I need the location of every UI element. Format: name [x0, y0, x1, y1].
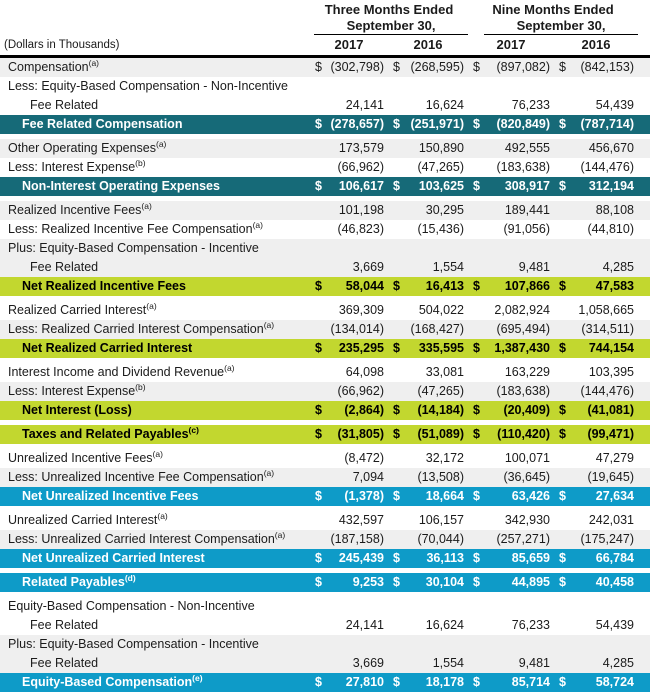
value-cell: 33,081	[425, 365, 464, 379]
value-cell: 4,285	[602, 656, 634, 670]
table-row	[0, 597, 650, 616]
period-group-subtitle-three-months: September 30,	[314, 18, 468, 35]
value-cell: 369,309	[338, 303, 384, 317]
value-cell: 76,233	[511, 98, 550, 112]
value-cell: (36,645)	[503, 470, 550, 484]
row-label: Related Payables$^{(d)}$	[22, 572, 136, 589]
table-row	[0, 468, 650, 487]
row-label: Fee Related	[30, 260, 99, 274]
dollar-sign-cell: $	[473, 279, 480, 293]
row-label: Plus: Equity-Based Compensation - Incentive	[8, 637, 259, 651]
footnote-reference: (a)	[141, 200, 152, 211]
row-label: Compensation$^{(a)}$	[8, 57, 99, 74]
table-row	[0, 220, 650, 239]
value-cell: 24,141	[345, 98, 384, 112]
row-label: Realized Incentive Fees$^{(a)}$	[8, 200, 152, 217]
row-label: Less: Realized Incentive Fee Compensation$^{(a)}$	[8, 219, 263, 236]
table-row	[0, 77, 650, 96]
dollar-sign-cell: $	[559, 675, 566, 689]
total-row	[0, 177, 650, 196]
value-cell: 2,082,924	[494, 303, 550, 317]
value-cell: (15,436)	[417, 222, 464, 236]
value-cell: 189,441	[504, 203, 550, 217]
row-label: Less: Unrealized Incentive Fee Compensation$^{(a)}$	[8, 467, 275, 484]
year-column-header: 2017	[496, 37, 526, 52]
value-cell: (820,849)	[496, 117, 550, 131]
total-row	[0, 673, 650, 692]
footnote-reference: (b)	[135, 157, 146, 168]
value-cell: 64,098	[345, 365, 384, 379]
value-cell: 58,724	[595, 675, 634, 689]
table-row	[0, 320, 650, 339]
row-label: Fee Related	[30, 98, 99, 112]
footnote-reference: (e)	[192, 672, 203, 683]
value-cell: 432,597	[338, 513, 384, 527]
dollar-sign-cell: $	[315, 60, 322, 74]
value-cell: (314,511)	[581, 322, 634, 336]
value-cell: 242,031	[588, 513, 634, 527]
dollar-sign-cell: $	[393, 117, 400, 131]
value-cell: 1,554	[432, 656, 464, 670]
row-label: Net Realized Incentive Fees	[22, 279, 186, 293]
row-label: Interest Income and Dividend Revenue$^{(a)}$	[8, 362, 235, 379]
value-cell: 66,784	[595, 551, 634, 565]
row-label: Less: Unrealized Carried Interest Compensation$^{(a)}$	[8, 529, 286, 546]
value-cell: 16,624	[425, 98, 464, 112]
total-row	[0, 487, 650, 506]
row-label: Fee Related Compensation	[22, 117, 183, 131]
dollar-sign-cell: $	[473, 341, 480, 355]
value-cell: 163,229	[504, 365, 550, 379]
dollars-in-thousands-label: (Dollars in Thousands)	[4, 39, 120, 51]
value-cell: 456,670	[588, 141, 634, 155]
footnote-reference: (a)	[224, 362, 235, 373]
value-cell: 30,295	[425, 203, 464, 217]
table-row	[0, 139, 650, 158]
row-label: Taxes and Related Payables$^{(c)}$	[22, 424, 199, 441]
footnote-reference: (c)	[188, 424, 199, 435]
table-row	[0, 239, 650, 258]
value-cell: 100,071	[504, 451, 550, 465]
dollar-sign-cell: $	[559, 575, 566, 589]
value-cell: (1,378)	[344, 489, 384, 503]
value-cell: (41,081)	[587, 403, 634, 417]
value-cell: (168,427)	[410, 322, 464, 336]
value-cell: (110,420)	[497, 427, 550, 441]
dollar-sign-cell: $	[473, 60, 480, 74]
dollar-sign-cell: $	[393, 575, 400, 589]
value-cell: 1,554	[432, 260, 464, 274]
value-cell: 150,890	[418, 141, 464, 155]
footnote-reference: (d)	[124, 572, 136, 583]
value-cell: 88,108	[595, 203, 634, 217]
footnote-reference: (a)	[157, 510, 168, 521]
value-cell: 36,113	[426, 551, 464, 565]
value-cell: 40,458	[595, 575, 634, 589]
value-cell: (268,595)	[410, 60, 464, 74]
value-cell: (19,645)	[587, 470, 634, 484]
value-cell: 47,583	[595, 279, 634, 293]
table-row	[0, 616, 650, 635]
value-cell: 106,617	[338, 179, 384, 193]
value-cell: 107,866	[504, 279, 550, 293]
dollar-sign-cell: $	[393, 179, 400, 193]
value-cell: 103,625	[418, 179, 464, 193]
value-cell: 30,104	[425, 575, 464, 589]
dollar-sign-cell: $	[315, 489, 322, 503]
value-cell: 101,198	[338, 203, 384, 217]
dollar-sign-cell: $	[393, 551, 400, 565]
dollar-sign-cell: $	[559, 117, 566, 131]
dollar-sign-cell: $	[315, 403, 322, 417]
value-cell: (91,056)	[503, 222, 550, 236]
value-cell: (47,265)	[417, 160, 464, 174]
value-cell: 18,178	[425, 675, 464, 689]
row-label: Equity-Based Compensation$^{(e)}$	[22, 672, 203, 689]
value-cell: 308,917	[504, 179, 550, 193]
row-label: Less: Realized Carried Interest Compensation$^{(a)}$	[8, 319, 275, 336]
dollar-sign-cell: $	[393, 427, 400, 441]
dollar-sign-cell: $	[315, 279, 322, 293]
dollar-sign-cell: $	[393, 60, 400, 74]
value-cell: 106,157	[418, 513, 464, 527]
value-cell: (144,476)	[580, 384, 634, 398]
value-cell: (13,508)	[417, 470, 464, 484]
dollar-sign-cell: $	[315, 575, 322, 589]
total-row	[0, 573, 650, 592]
dollar-sign-cell: $	[473, 179, 480, 193]
total-row	[0, 115, 650, 134]
value-cell: 32,172	[425, 451, 464, 465]
dollar-sign-cell: $	[393, 675, 400, 689]
dollar-sign-cell: $	[559, 341, 566, 355]
value-cell: (302,798)	[330, 60, 384, 74]
dollar-sign-cell: $	[473, 575, 480, 589]
dollar-sign-cell: $	[315, 427, 322, 441]
table-body	[0, 58, 650, 692]
year-column-header: 2016	[413, 37, 443, 52]
value-cell: 24,141	[345, 618, 384, 632]
value-cell: (187,158)	[330, 532, 384, 546]
dollar-sign-cell: $	[393, 403, 400, 417]
row-label: Fee Related	[30, 618, 99, 632]
footnote-reference: (a)	[146, 300, 157, 311]
value-cell: 312,194	[588, 179, 634, 193]
row-label: Less: Interest Expense$^{(b)}$	[8, 157, 146, 174]
value-cell: (2,864)	[344, 403, 384, 417]
value-cell: (134,014)	[330, 322, 384, 336]
value-cell: (183,638)	[496, 160, 550, 174]
dollar-sign-cell: $	[393, 341, 400, 355]
value-cell: 342,930	[504, 513, 550, 527]
table-row	[0, 258, 650, 277]
value-cell: 235,295	[338, 341, 384, 355]
value-cell: (70,044)	[417, 532, 464, 546]
dollar-sign-cell: $	[473, 117, 480, 131]
period-group-title-nine-months: Nine Months Ended	[492, 2, 614, 17]
value-cell: (14,184)	[417, 403, 464, 417]
row-label: Less: Interest Expense$^{(b)}$	[8, 381, 146, 398]
table-row	[0, 363, 650, 382]
footnote-reference: (b)	[135, 381, 146, 392]
value-cell: 54,439	[595, 618, 634, 632]
value-cell: 3,669	[352, 260, 384, 274]
row-label: Net Interest (Loss)	[22, 403, 132, 417]
row-label: Net Unrealized Carried Interest	[22, 551, 205, 565]
dollar-sign-cell: $	[559, 403, 566, 417]
table-row	[0, 96, 650, 115]
table-row	[0, 301, 650, 320]
value-cell: 44,895	[511, 575, 550, 589]
total-row	[0, 549, 650, 568]
value-cell: (8,472)	[344, 451, 384, 465]
value-cell: 85,714	[511, 675, 550, 689]
value-cell: (20,409)	[503, 403, 550, 417]
value-cell: 492,555	[504, 141, 550, 155]
dollar-sign-cell: $	[315, 675, 322, 689]
value-cell: 47,279	[595, 451, 634, 465]
value-cell: 27,634	[595, 489, 634, 503]
header-years-row	[0, 35, 650, 55]
dollar-sign-cell: $	[559, 427, 566, 441]
value-cell: (257,271)	[496, 532, 550, 546]
dollar-sign-cell: $	[315, 117, 322, 131]
value-cell: (251,971)	[410, 117, 464, 131]
dollar-sign-cell: $	[473, 427, 480, 441]
value-cell: (183,638)	[496, 384, 550, 398]
dollar-sign-cell: $	[559, 551, 566, 565]
value-cell: 7,094	[352, 470, 384, 484]
row-label: Plus: Equity-Based Compensation - Incentive	[8, 241, 259, 255]
value-cell: (144,476)	[580, 160, 634, 174]
value-cell: (66,962)	[337, 160, 384, 174]
footnote-reference: (a)	[263, 319, 275, 330]
year-column-header: 2017	[334, 37, 364, 52]
dollar-sign-cell: $	[315, 179, 322, 193]
value-cell: (99,471)	[587, 427, 634, 441]
footnote-reference: (a)	[156, 138, 167, 149]
footnote-reference: (a)	[152, 448, 163, 459]
value-cell: 1,387,430	[494, 341, 550, 355]
dollar-sign-cell: $	[559, 279, 566, 293]
value-cell: 335,595	[418, 341, 464, 355]
dollar-sign-cell: $	[473, 489, 480, 503]
value-cell: 54,439	[595, 98, 634, 112]
row-label: Net Unrealized Incentive Fees	[22, 489, 199, 503]
row-label: Realized Carried Interest$^{(a)}$	[8, 300, 157, 317]
value-cell: 504,022	[418, 303, 464, 317]
value-cell: 173,579	[338, 141, 384, 155]
header-subtitle-row	[0, 18, 650, 35]
value-cell: (175,247)	[580, 532, 634, 546]
total-row	[0, 277, 650, 296]
value-cell: 1,058,665	[578, 303, 634, 317]
total-row	[0, 401, 650, 420]
value-cell: 744,154	[588, 341, 634, 355]
value-cell: (51,089)	[417, 427, 464, 441]
value-cell: 4,285	[602, 260, 634, 274]
total-row	[0, 425, 650, 444]
value-cell: (31,805)	[337, 427, 384, 441]
table-row	[0, 511, 650, 530]
value-cell: 103,395	[588, 365, 634, 379]
dollar-sign-cell: $	[315, 341, 322, 355]
value-cell: (44,810)	[587, 222, 634, 236]
footnote-reference: (a)	[274, 529, 286, 540]
value-cell: 18,664	[425, 489, 464, 503]
value-cell: 3,669	[352, 656, 384, 670]
value-cell: 76,233	[511, 618, 550, 632]
dollar-sign-cell: $	[393, 489, 400, 503]
dollar-sign-cell: $	[473, 403, 480, 417]
value-cell: 58,044	[345, 279, 384, 293]
period-group-title-three-months: Three Months Ended	[324, 2, 454, 17]
period-group-subtitle-nine-months: September 30,	[484, 18, 638, 35]
dollar-sign-cell: $	[559, 489, 566, 503]
value-cell: 9,481	[518, 656, 550, 670]
table-header	[0, 0, 650, 58]
value-cell: 245,439	[338, 551, 384, 565]
dollar-sign-cell: $	[393, 279, 400, 293]
dollar-sign-cell: $	[559, 179, 566, 193]
dollar-sign-cell: $	[473, 551, 480, 565]
value-cell: 9,253	[352, 575, 384, 589]
footnote-reference: (a)	[263, 467, 275, 478]
table-row	[0, 530, 650, 549]
value-cell: 85,659	[511, 551, 550, 565]
row-label: Fee Related	[30, 656, 99, 670]
row-label: Non-Interest Operating Expenses	[22, 179, 220, 193]
value-cell: (46,823)	[337, 222, 384, 236]
row-label: Other Operating Expenses$^{(a)}$	[8, 138, 167, 155]
row-label: Less: Equity-Based Compensation - Non-Incentive	[8, 79, 289, 93]
value-cell: 27,810	[345, 675, 384, 689]
row-label: Net Realized Carried Interest	[22, 341, 193, 355]
total-row	[0, 339, 650, 358]
value-cell: (695,494)	[496, 322, 550, 336]
value-cell: 9,481	[518, 260, 550, 274]
value-cell: (787,714)	[580, 117, 634, 131]
table-row	[0, 654, 650, 673]
value-cell: (897,082)	[496, 60, 550, 74]
value-cell: (278,657)	[330, 117, 384, 131]
row-label: Unrealized Incentive Fees$^{(a)}$	[8, 448, 163, 465]
table-row	[0, 449, 650, 468]
footnote-reference: (a)	[88, 57, 99, 68]
value-cell: 16,413	[425, 279, 464, 293]
row-label: Equity-Based Compensation - Non-Incentive	[8, 599, 255, 613]
dollar-sign-cell: $	[315, 551, 322, 565]
dollar-sign-cell: $	[473, 675, 480, 689]
value-cell: 63,426	[511, 489, 550, 503]
value-cell: (47,265)	[417, 384, 464, 398]
dollar-sign-cell: $	[559, 60, 566, 74]
value-cell: 16,624	[425, 618, 464, 632]
header-title-row	[0, 2, 650, 18]
table-row	[0, 58, 650, 77]
value-cell: (842,153)	[580, 60, 634, 74]
table-row	[0, 382, 650, 401]
row-label: Unrealized Carried Interest$^{(a)}$	[8, 510, 168, 527]
table-row	[0, 201, 650, 220]
table-row	[0, 158, 650, 177]
table-row	[0, 635, 650, 654]
footnote-reference: (a)	[252, 219, 263, 230]
value-cell: (66,962)	[337, 384, 384, 398]
year-column-header: 2016	[581, 37, 611, 52]
